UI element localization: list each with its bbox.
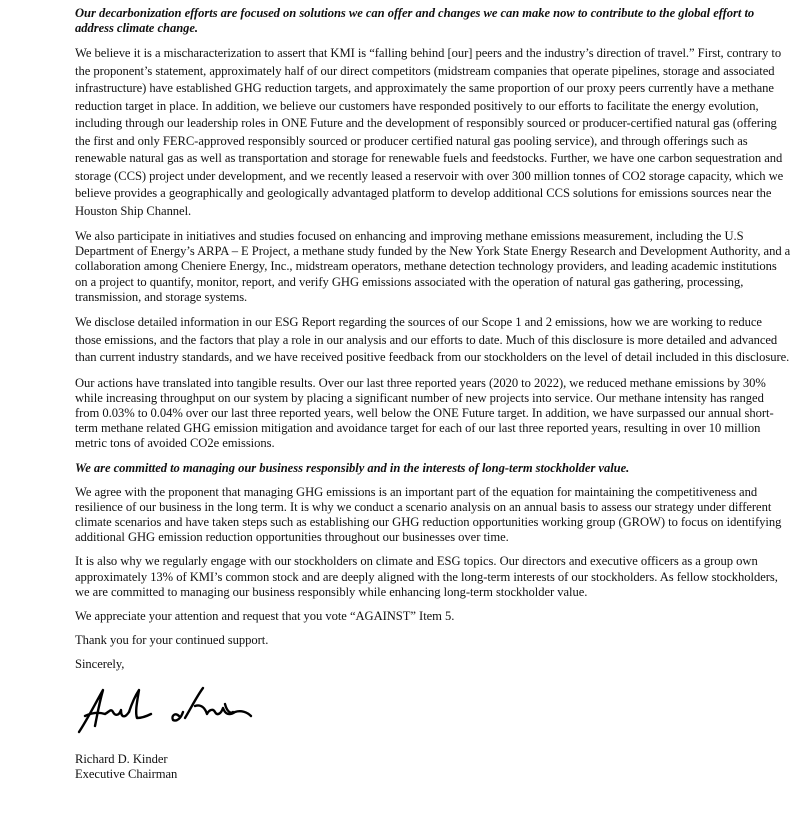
closing-thanks: Thank you for your continued support. xyxy=(75,633,269,648)
paragraph-peers-comparison: We believe it is a mischaracterization to assert that KMI is “falling behind [our] peers and the industry’s direction of travel.” First, contrary to the proponent’s statement, approximately half of our direct competitors (midstream companies that operate pipelines, storage and associated infrastructure) have established GHG reduction targets, and approximately the same proportion of our proxy peers currently have a methane reduction target in place. In addition, we believe our customers have responded positively to our efforts to facilitate the energy evolution, including through our leadership roles in ONE Future and the development of responsibly sourced or producer-certified natural gas (offering the first and only FERC-approved responsibly sourced or producer certified natural gas pooling service), and through offerings such as renewable natural gas as well as transportation and storage for renewable fuels and feedstocks. Further, we have one carbon sequestration and storage (CCS) project under development, and we recently leased a reservoir with over 300 million tonnes of CO2 storage capacity, which we believe provides a geographically and geologically advantaged platform to develop additional CCS solutions for emissions sources near the Houston Ship Channel. xyxy=(75,46,784,218)
section-heading-decarbonization: Our decarbonization efforts are focused on solutions we can offer and changes we can make now to contribute to the global effort to address climate change. xyxy=(75,6,755,35)
paragraph-ghg-management: We agree with the proponent that managing GHG emissions is an important part of the equation for maintaining the competitiveness and resilience of our business in the long term. It is why we conduct a scenario analysis on an annual basis to assess our strategy under different climate scenarios and have taken steps such as establishing our GHG reduction opportunities working group (GROW) to focus on identifying additional GHG emission reduction opportunities throughout our businesses over time. xyxy=(75,484,782,545)
signer-title: Executive Chairman xyxy=(75,766,178,781)
letter-page xyxy=(75,6,791,782)
paragraph-esg-disclosure: We disclose detailed information in our ESG Report regarding the sources of our Scope 1 and 2 emissions, how we are working to reduce those emissions, and the factors that play a role in our analysis and our efforts to date. Much of this disclosure is more detailed and advanced than current industry standards, and we have received positive feedback from our stockholders on the level of detail included in this disclosure. xyxy=(75,315,790,365)
section-heading-stockholder-value: We are committed to managing our business responsibly and in the interests of long-term stockholder value. xyxy=(75,460,630,475)
closing-vote-request: We appreciate your attention and request that you vote “AGAINST” Item 5. xyxy=(75,608,455,623)
signature-icon xyxy=(75,682,255,738)
paragraph-tangible-results: Our actions have translated into tangible results. Over our last three reported years (2020 to 2022), we reduced methane emissions by 30% while increasing throughput on our system by placing a significant number of new projects into service. Our methane intensity has ranged from 0.03% to 0.04% over our last three reported years, well below the ONE Future target. In addition, we have surpassed our annual short-term methane related GHG emission mitigation and avoidance target for each of our last three reported years, resulting in over 10 million metric tons of avoided CO2e emissions. xyxy=(75,375,774,451)
paragraph-stockholder-engagement: It is also why we regularly engage with our stockholders on climate and ESG topics. Our directors and executive officers as a group own approximately 13% of KMI’s common stock and are deeply aligned with the long-term interests of our stockholders. As fellow stockholders, we are committed to managing our business responsibly while enhancing long-term stockholder value. xyxy=(75,554,778,599)
closing-salutation: Sincerely, xyxy=(75,657,125,672)
paragraph-methane-initiatives: We also participate in initiatives and studies focused on enhancing and improving methane emissions measurement, including the U.S Department of Energy’s ARPA – E Project, a methane study funded by the New York State Energy Research and Development Authority, and a collaboration among Cheniere Energy, Inc., midstream operators, methane detection technology providers, and leading academic institutions on a project to quantify, monitor, report, and verify GHG emissions associated with the operation of natural gas gathering, processing, transmission, and storage systems. xyxy=(75,229,791,304)
signer-name: Richard D. Kinder xyxy=(75,751,168,766)
